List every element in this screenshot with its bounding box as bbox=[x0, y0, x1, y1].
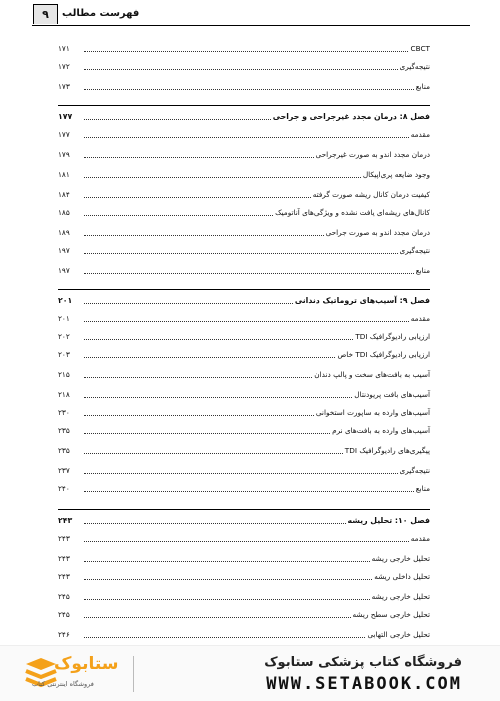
dot-leader bbox=[84, 119, 271, 120]
dot-leader bbox=[84, 51, 408, 52]
toc-entry-page: ۱۷۳ bbox=[58, 82, 70, 91]
toc-entry[interactable] bbox=[58, 262, 430, 276]
toc-entry-page: ۲۳۵ bbox=[58, 446, 70, 455]
dot-leader bbox=[84, 433, 330, 434]
toc-chapter-heading[interactable] bbox=[58, 108, 430, 122]
toc-entry-page: ۲۴۰ bbox=[58, 484, 70, 493]
toc-entry-title: تحلیل خارجی ریشه bbox=[371, 554, 430, 563]
toc-entry-title: نتیجه‌گیری bbox=[399, 62, 430, 71]
logo-subtitle: فروشگاه اینترنتی کتاب bbox=[32, 680, 94, 688]
toc-entry-page: ۲۴۵ bbox=[58, 592, 70, 601]
toc-entry[interactable] bbox=[58, 366, 430, 380]
toc-entry-title: کانال‌های ریشه‌ای یافت نشده و ویژگی‌های آناتومیک bbox=[275, 208, 430, 217]
footer-divider bbox=[133, 656, 134, 692]
toc-entry-page: ۱۸۹ bbox=[58, 228, 70, 237]
dot-leader bbox=[84, 357, 335, 358]
dot-leader bbox=[84, 561, 370, 562]
toc-entry[interactable] bbox=[58, 588, 430, 602]
toc-entry-title: کیفیت درمان کانال ریشه صورت گرفته bbox=[312, 190, 430, 199]
toc-entry[interactable] bbox=[58, 242, 430, 256]
toc-entry-page: ۲۴۵ bbox=[58, 610, 70, 619]
toc-entry-title: منابع bbox=[415, 266, 430, 275]
toc-entry-title: تحلیل داخلی ریشه bbox=[374, 572, 430, 581]
toc-entry[interactable] bbox=[58, 442, 430, 456]
toc-entry-title: تحلیل خارجی سطح ریشه bbox=[352, 610, 430, 619]
toc-entry-page: ۱۸۴ bbox=[58, 190, 70, 199]
toc-entry-title: تحلیل خارجی التهابی bbox=[367, 630, 430, 639]
dot-leader bbox=[84, 89, 414, 90]
dot-leader bbox=[84, 339, 353, 340]
toc-entry-page: ۲۴۳ bbox=[58, 572, 70, 581]
toc-entry-title: نتیجه‌گیری bbox=[399, 246, 430, 255]
toc-entry-title: منابع bbox=[415, 82, 430, 91]
toc-entry[interactable] bbox=[58, 386, 430, 400]
dot-leader bbox=[84, 397, 352, 398]
toc-entry[interactable] bbox=[58, 462, 430, 476]
toc-entry-title: مقدمه bbox=[410, 130, 430, 139]
toc-entry-page: ۲۴۳ bbox=[58, 534, 70, 543]
store-logo bbox=[22, 654, 130, 696]
dot-leader bbox=[84, 197, 311, 198]
dot-leader bbox=[84, 253, 398, 254]
toc-entry-page: ۲۰۳ bbox=[58, 350, 70, 359]
toc-entry-title: پیگیری‌های رادیوگرافیک TDI bbox=[344, 446, 430, 455]
toc-entry-page: ۲۳۰ bbox=[58, 408, 70, 417]
toc-entry[interactable] bbox=[58, 422, 430, 436]
dot-leader bbox=[84, 473, 398, 474]
toc-entry-title: فصل ۹: آسیب‌های تروماتیک دندانی bbox=[294, 296, 430, 305]
toc-entry-page: ۱۷۷ bbox=[58, 130, 70, 139]
toc-entry-title: ارزیابی رادیوگرافیک TDI bbox=[355, 332, 430, 341]
toc-entry-page: ۲۴۳ bbox=[58, 516, 73, 525]
dot-leader bbox=[84, 599, 370, 600]
toc-entry-title: فصل ۱۰: تحلیل ریشه bbox=[347, 516, 430, 525]
dot-leader bbox=[84, 235, 324, 236]
dot-leader bbox=[84, 157, 314, 158]
dot-leader bbox=[84, 377, 312, 378]
toc-entry-title: نتیجه‌گیری bbox=[399, 466, 430, 475]
toc-entry-title: وجود ضایعه پری‌اپیکال bbox=[362, 170, 430, 179]
store-url[interactable]: WWW.SETABOOK.COM bbox=[266, 674, 462, 694]
toc-chapter-heading[interactable] bbox=[58, 512, 430, 526]
dot-leader bbox=[84, 541, 409, 542]
toc-entry-title: منابع bbox=[415, 484, 430, 493]
chapter-separator bbox=[58, 509, 430, 510]
page-number: ۹ bbox=[33, 4, 58, 24]
toc-entry[interactable] bbox=[58, 58, 430, 72]
store-name: فروشگاه کتاب پزشکی ستابوک bbox=[264, 655, 462, 670]
dot-leader bbox=[84, 303, 293, 304]
toc-entry-page: ۱۷۲ bbox=[58, 62, 70, 71]
toc-entry[interactable] bbox=[58, 480, 430, 494]
dot-leader bbox=[84, 523, 346, 524]
toc-entry-page: ۱۸۱ bbox=[58, 170, 70, 179]
dot-leader bbox=[84, 617, 351, 618]
toc-entry-page: ۲۰۱ bbox=[58, 296, 73, 305]
page-header bbox=[0, 4, 500, 26]
dot-leader bbox=[84, 273, 414, 274]
toc-entry-title: مقدمه bbox=[410, 534, 430, 543]
dot-leader bbox=[84, 415, 314, 416]
toc-entry-title: آسیب‌های وارده به بافت‌های نرم bbox=[332, 426, 430, 435]
toc-entry-title: تحلیل خارجی ریشه bbox=[371, 592, 430, 601]
toc-entry[interactable] bbox=[58, 346, 430, 360]
dot-leader bbox=[84, 491, 414, 492]
dot-leader bbox=[84, 321, 409, 322]
toc-entry[interactable] bbox=[58, 40, 430, 54]
toc-entry-page: ۱۹۷ bbox=[58, 266, 70, 275]
logo-text: ستابوک bbox=[54, 654, 119, 674]
toc-entry-title: آسیب‌های بافت پریودنتال bbox=[354, 390, 430, 399]
toc-entry[interactable] bbox=[58, 146, 430, 160]
dot-leader bbox=[84, 69, 398, 70]
toc-entry-page: ۲۴۶ bbox=[58, 630, 70, 639]
toc-entry-page: ۱۷۱ bbox=[58, 44, 70, 53]
toc-entry[interactable] bbox=[58, 404, 430, 418]
toc-entry-title: درمان مجدد اندو به صورت غیرجراحی bbox=[315, 150, 430, 159]
toc-entry[interactable] bbox=[58, 126, 430, 140]
toc-entry[interactable] bbox=[58, 606, 430, 620]
toc-entry-page: ۲۴۳ bbox=[58, 554, 70, 563]
toc-entry-page: ۱۸۵ bbox=[58, 208, 70, 217]
toc-chapter-heading[interactable] bbox=[58, 292, 430, 306]
toc-entry-page: ۱۷۹ bbox=[58, 150, 70, 159]
toc-entry[interactable] bbox=[58, 310, 430, 324]
chapter-separator bbox=[58, 289, 430, 290]
toc-entry-page: ۲۱۸ bbox=[58, 390, 70, 399]
toc-entry-title: ارزیابی رادیوگرافیک TDI خاص bbox=[337, 350, 430, 359]
toc-entry-page: ۲۳۵ bbox=[58, 426, 70, 435]
toc-entry-title: مقدمه bbox=[410, 314, 430, 323]
toc-entry-page: ۱۹۷ bbox=[58, 246, 70, 255]
toc-entry-page: ۱۷۷ bbox=[58, 112, 73, 121]
toc-entry[interactable] bbox=[58, 626, 430, 640]
chapter-separator bbox=[58, 105, 430, 106]
toc-entry-title: آسیب‌های وارده به ساپورت استخوانی bbox=[315, 408, 430, 417]
toc-entry-page: ۲۱۵ bbox=[58, 370, 70, 379]
toc-entry[interactable] bbox=[58, 328, 430, 342]
toc-entry[interactable] bbox=[58, 186, 430, 200]
toc-entry[interactable] bbox=[58, 78, 430, 92]
footer-banner bbox=[0, 645, 500, 701]
toc-entry-page: ۲۰۲ bbox=[58, 332, 70, 341]
toc-entry[interactable] bbox=[58, 204, 430, 218]
toc-entry-page: ۲۰۱ bbox=[58, 314, 70, 323]
dot-leader bbox=[84, 215, 273, 216]
header-rule bbox=[32, 25, 470, 26]
dot-leader bbox=[84, 137, 409, 138]
toc-entry-title: آسیب به بافت‌های سخت و پالپ دندان bbox=[314, 370, 430, 379]
toc-entry[interactable] bbox=[58, 568, 430, 582]
toc-entry[interactable] bbox=[58, 530, 430, 544]
toc-entry-title: فصل ۸: درمان مجدد غیرجراحی و جراحی bbox=[272, 112, 430, 121]
header-title: فهرست مطالب bbox=[62, 8, 140, 19]
dot-leader bbox=[84, 453, 343, 454]
dot-leader bbox=[84, 177, 361, 178]
toc-entry-page: ۲۳۷ bbox=[58, 466, 70, 475]
dot-leader bbox=[84, 637, 365, 638]
toc-entry-title: CBCT bbox=[410, 44, 430, 53]
toc-entry[interactable] bbox=[58, 166, 430, 180]
toc-entry[interactable] bbox=[58, 550, 430, 564]
dot-leader bbox=[84, 579, 372, 580]
toc-entry-title: درمان مجدد اندو به صورت جراحی bbox=[325, 228, 430, 237]
toc-entry[interactable] bbox=[58, 224, 430, 238]
